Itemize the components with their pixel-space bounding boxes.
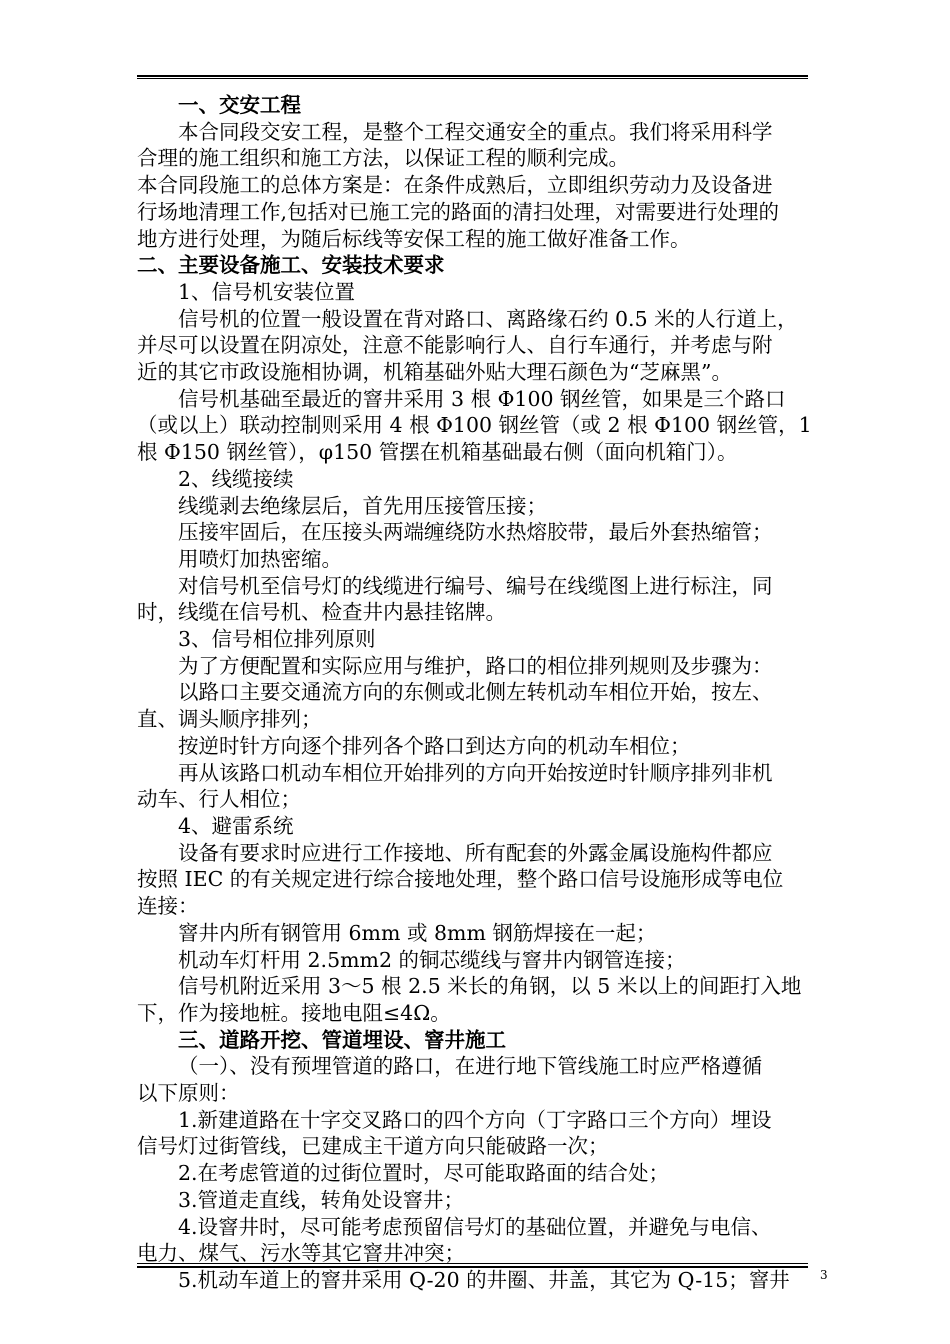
text-line: 信号灯过街管线，已建成主干道方向只能破路一次；	[137, 1134, 609, 1159]
text-line: 按逆时针方向逐个排列各个路口到达方向的机动车相位；	[178, 733, 691, 758]
page-number: 3	[820, 1268, 828, 1282]
text-line: 信号机的位置一般设置在背对路口、离路缘石约 0.5 米的人行道上，	[178, 306, 798, 331]
text-line: 4、避雷系统	[178, 813, 294, 838]
text-line: 为了方便配置和实际应用与维护，路口的相位排列规则及步骤为：	[178, 653, 773, 678]
text-line: 机动车灯杆用 2.5mm2 的铜芯缆线与窨井内钢管连接；	[178, 947, 686, 972]
text-line: 本合同段施工的总体方案是：在条件成熟后，立即组织劳动力及设备进	[137, 173, 773, 198]
text-line: 4.设窨井时，尽可能考虑预留信号灯的基础位置，并避免与电信、	[178, 1214, 772, 1239]
document-body	[137, 92, 827, 1294]
section-heading: 一、交安工程	[178, 93, 301, 117]
text-line: 合理的施工组织和施工方法，以保证工程的顺利完成。	[137, 146, 629, 171]
text-line: 设备有要求时应进行工作接地、所有配套的外露金属设施构件都应	[178, 840, 773, 865]
text-line: 5.机动车道上的窨井采用 Q-20 的井圈、井盖，其它为 Q-15；窨井	[178, 1267, 790, 1292]
text-line: 近的其它市政设施相协调，机箱基础外贴大理石颜色为“芝麻黑”。	[137, 360, 732, 385]
text-line: 连接：	[137, 894, 199, 919]
text-line: （或以上）联动控制则采用 4 根 Φ100 钢丝管（或 2 根 Φ100 钢丝管，1	[137, 413, 812, 438]
text-line: 压接牢固后，在压接头两端缠绕防水热熔胶带，最后外套热缩管；	[178, 520, 773, 545]
text-line: 电力、煤气、污水等其它窨井冲突；	[137, 1241, 465, 1266]
section-heading: 二、主要设备施工、安装技术要求	[137, 253, 445, 278]
text-line: 再从该路口机动车相位开始排列的方向开始按逆时针顺序排列非机	[178, 760, 773, 785]
text-line: 对信号机至信号灯的线缆进行编号、编号在线缆图上进行标注，同	[178, 573, 773, 598]
text-line: 直、调头顺序排列；	[137, 707, 322, 732]
text-line: 1、信号机安装位置	[178, 279, 356, 304]
text-line: 信号机附近采用 3～5 根 2.5 米长的角钢，以 5 米以上的间距打入地	[178, 974, 802, 999]
text-line: 2.在考虑管道的过街位置时，尽可能取路面的结合处；	[178, 1161, 670, 1186]
text-line: 动车、行人相位；	[137, 787, 301, 812]
text-line: 信号机基础至最近的窨井采用 3 根 Φ100 钢丝管，如果是三个路口	[178, 386, 786, 411]
text-line: （一）、没有预埋管道的路口，在进行地下管线施工时应严格遵循	[178, 1054, 763, 1079]
text-line: 地方进行处理，为随后标线等安保工程的施工做好准备工作。	[137, 226, 691, 251]
text-line: 线缆剥去绝缘层后，首先用压接管压接；	[178, 493, 547, 518]
header-rule	[137, 75, 808, 77]
text-line: 用喷灯加热密缩。	[178, 546, 342, 571]
footer-rule	[137, 1263, 808, 1264]
text-line: 窨井内所有钢管用 6mm 或 8mm 钢筋焊接在一起；	[178, 920, 657, 945]
section-heading: 三、道路开挖、管道埋设、窨井施工	[178, 1027, 506, 1052]
text-line: 2、线缆接续	[178, 466, 294, 491]
text-line: 以下原则：	[137, 1081, 240, 1106]
text-line: 根 Φ150 钢丝管），φ150 管摆在机箱基础最右侧（面向机箱门）。	[137, 440, 738, 465]
text-line: 本合同段交安工程，是整个工程交通安全的重点。我们将采用科学	[178, 119, 773, 144]
text-line: 下，作为接地桩。接地电阻≤4Ω。	[137, 1000, 451, 1025]
text-line: 行场地清理工作,包括对已施工完的路面的清扫处理，对需要进行处理的	[137, 199, 780, 224]
text-line: 按照 IEC 的有关规定进行综合接地处理，整个路口信号设施形成等电位	[137, 867, 784, 892]
text-line: 时，线缆在信号机、检查井内悬挂铭牌。	[137, 600, 506, 625]
text-line: 3.管道走直线，转角处设窨井；	[178, 1187, 465, 1212]
text-line: 以路口主要交通流方向的东侧或北侧左转机动车相位开始，按左、	[178, 680, 773, 705]
text-line: 1.新建道路在十字交叉路口的四个方向（丁字路口三个方向）埋设	[178, 1107, 772, 1132]
text-line: 并尽可以设置在阴凉处，注意不能影响行人、自行车通行，并考虑与附	[137, 333, 773, 358]
text-line: 3、信号相位排列原则	[178, 627, 376, 652]
